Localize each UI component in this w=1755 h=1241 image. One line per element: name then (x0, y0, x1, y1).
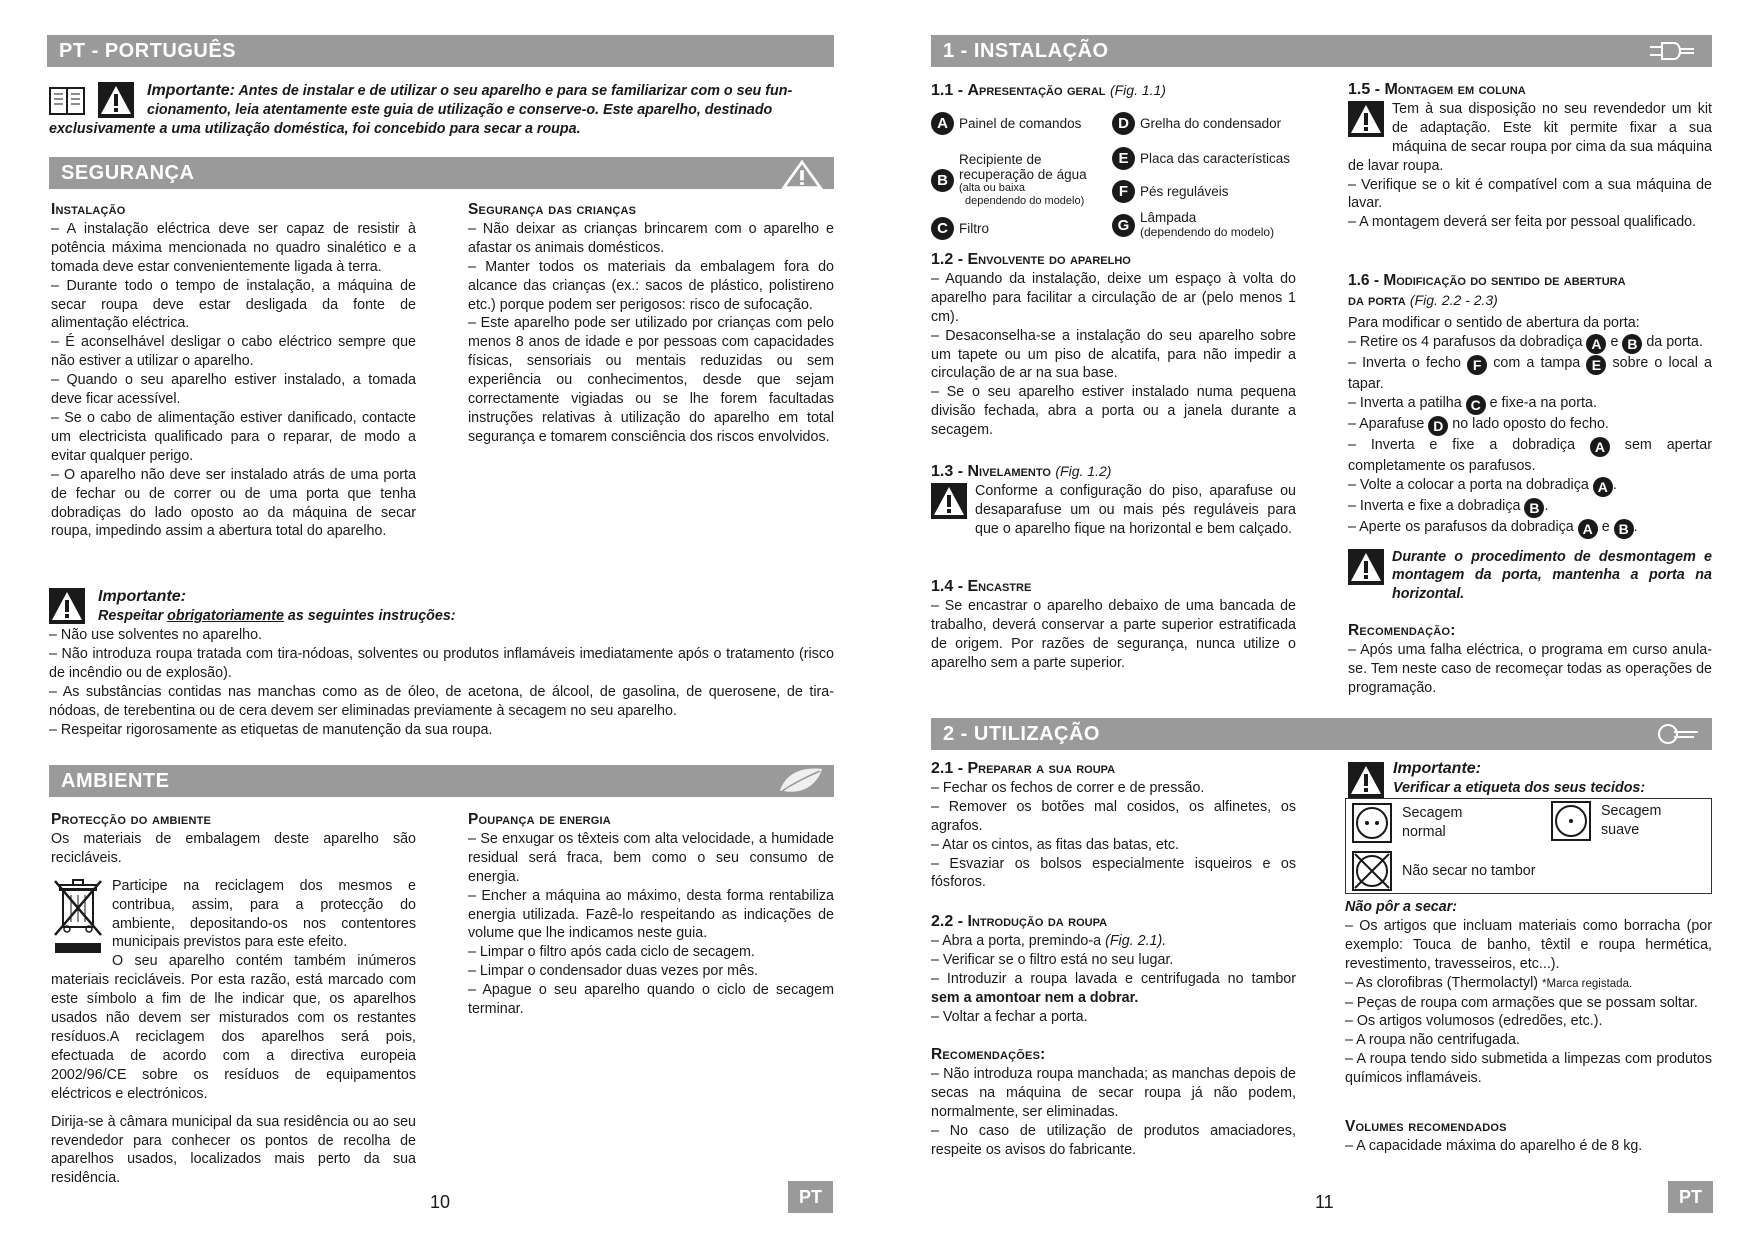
legend-item-f (1112, 180, 1229, 203)
section-paragraph: Tem à sua disposição no seu revendedor um kit de adaptação. Este kit permite fixar a sua máquina de secar roupa por cima da sua máquina de lavar roupa. (1348, 100, 1712, 174)
list-item: – Remover os botões mal cosidos, os alfinetes, os agrafos. (931, 798, 1296, 834)
marker-b: B (1524, 498, 1544, 518)
proteccao-paragraph: Participe na reciclagem dos mesmos e contribua, assim, para a protecção do ambiente, depositando-os nos contentores municipais previstos para este efeito. (112, 877, 416, 951)
list-item (931, 932, 1296, 951)
door-step (1348, 415, 1712, 436)
hand-pointer-icon (1654, 720, 1702, 748)
care-suave-label-2: suave (1601, 822, 1640, 838)
step-text: – Retire os 4 parafusos da dobradiça (1348, 333, 1583, 350)
legend-text-a: Painel de comandos (959, 116, 1082, 131)
section-paragraph: Para modificar o sentido de abertura da porta: (1348, 314, 1640, 331)
legend-item-c (931, 217, 989, 240)
legend-letter-f: F (1112, 180, 1135, 203)
list-item: – As substâncias contidas nas manchas como as de óleo, de acetona, de álcool, de gasolina, de querosene, de tira-nódoas, de terebentina ou de cera devem ser eliminadas previamente à secagem no seu aparelho. (49, 683, 834, 719)
ambiente-title: AMBIENTE (61, 770, 170, 792)
proteccao-paragraph: Dirija-se à câmara municipal da sua residência ou ao seu revendedor para conhecer os pontos de recolha de aparelhos usados, localizados mais perto da sua residência. (51, 1113, 416, 1187)
section-paragraph: – A montagem deverá ser feita por pessoal qualificado. (1348, 214, 1697, 231)
section-paragraph: – Se o seu aparelho estiver instalado numa pequena divisão fechada, abra a porta ou a janela durante a secagem. (931, 384, 1296, 439)
list-item (1345, 974, 1712, 994)
recomendacao-text: – Após uma falha eléctrica, o programa em curso anula-se. Tem neste caso de recomeçar todas as operações de programação. (1348, 641, 1712, 696)
poupanca-paragraph: – Se enxugar os têxteis com alta velocidade, a humidade residual será fraca, bem como o seu consumo de energia. (468, 830, 834, 885)
page-left (0, 0, 877, 1241)
list-item (931, 970, 1296, 1008)
instalacao-paragraph: – Durante todo o tempo de instalação, a máquina de secar roupa deve estar desligada da fonte de alimentação eléctrica. (51, 277, 416, 332)
proteccao-paragraph: Os materiais de embalagem deste aparelho são recicláveis. (51, 830, 416, 866)
nao-por-a-secar (1345, 898, 1712, 1088)
marker-c: C (1466, 395, 1486, 415)
legend-text-b-4: dependendo do modelo) (965, 195, 1085, 207)
legend-text-e: Placa das características (1140, 151, 1291, 166)
list-item: – Voltar a fechar a porta. (931, 1008, 1088, 1025)
step-text: . (1612, 476, 1617, 493)
legend-item-b (931, 152, 1087, 208)
legend-text-d: Grelha do condensador (1140, 116, 1282, 131)
list-item: – Não introduza roupa tratada com tira-nódoas, solventes ou produtos inflamáveis imediatamente após o tratamento (risco de incêndio ou de explosão). (49, 645, 834, 681)
marker-b: B (1614, 519, 1634, 539)
poupanca-column (468, 811, 834, 1019)
section-title: Apresentação geral (967, 82, 1106, 99)
legend-letter-g: G (1112, 214, 1135, 237)
figure-ref: (Fig. 2.2 - 2.3) (1409, 291, 1498, 308)
intro-important-label: Importante: (147, 82, 235, 99)
instalacao-header (931, 35, 1712, 67)
recomendacao (1348, 622, 1712, 698)
seguranca-important (98, 588, 834, 626)
care-no-tumble (1352, 851, 1536, 891)
seguranca-title: SEGURANÇA (61, 162, 195, 184)
door-step (1348, 476, 1712, 497)
step-text: – Inverta a patilha (1348, 394, 1462, 411)
hand-plug-icon (1642, 37, 1702, 65)
intro-important (147, 82, 834, 120)
marker-a: A (1578, 519, 1598, 539)
recomendacoes (931, 1046, 1296, 1159)
section-1-2 (931, 251, 1296, 440)
list-item: – No caso de utilização de produtos amaciadores, respeite os avisos do fabricante. (931, 1122, 1296, 1158)
volumes-text: – A capacidade máxima do aparelho é de 8 kg. (1345, 1137, 1643, 1154)
poupanca-paragraph: – Apague o seu aparelho quando o ciclo de secagem terminar. (468, 982, 834, 1018)
criancas-heading: Segurança das crianças (468, 201, 637, 218)
list-item: – Os artigos volumosos (edredões, etc.). (1345, 1013, 1603, 1030)
instalacao-header-title: 1 - INSTALAÇÃO (943, 40, 1109, 62)
proteccao-heading: Protecção do ambiente (51, 811, 212, 828)
section-1-5 (1348, 81, 1712, 232)
criancas-paragraph: – Este aparelho pode ser utilizado por crianças com pelo menos 8 anos de idade e por pessoas com capacidades físicas, sensoriais ou mentais reduzidas ou sem experiência ou conhecimentos, desde que sejam correctamente vigiadas ou se lhe forem facultadas instruções relativas à utilização do aparelho em total segurança e tomarem consciência dos riscos envolvidos. (468, 315, 834, 445)
instalacao-paragraph: – O aparelho não deve ser instalado atrás de uma porta de fechar ou de correr ou de uma porta que tenha dobradiças do lado oposto ao da máquina de secar roupa, impedindo assim a abertura total do aparelho. (51, 466, 416, 540)
care-suave-label-1: Secagem (1601, 803, 1662, 820)
seguranca-header (49, 157, 834, 189)
weee-bin-icon (51, 877, 106, 957)
trademark-note: *Marca registada. (1542, 977, 1633, 990)
page-right (878, 0, 1755, 1241)
step-text: – Aperte os parafusos da dobradiça (1348, 518, 1574, 535)
poupanca-heading: Poupança de energia (468, 811, 611, 828)
care-suave (1551, 801, 1661, 841)
list-item-text: – As clorofibras (Thermolactyl) (1345, 974, 1543, 991)
door-step (1348, 436, 1712, 476)
language-badge: PT (1668, 1181, 1713, 1213)
section-paragraph: – Se encastrar o aparelho debaixo de uma bancada de trabalho, deverá conservar a parte superior estratificada de origem. Por razões de segurança, nunca utilize o aparelho sem a parte superior. (931, 597, 1296, 671)
legend-item-a (931, 112, 1081, 135)
section-title: Modificação do sentido de abertura (1383, 272, 1626, 289)
language-badge: PT (788, 1181, 833, 1213)
section-title: Montagem em coluna (1384, 81, 1526, 98)
section-number: 1.4 - (931, 578, 968, 595)
step-text: – Inverta e fixe a dobradiça (1348, 436, 1576, 453)
list-item: – Peças de roupa com armações que se possam soltar. (1345, 994, 1698, 1011)
marker-a: A (1593, 477, 1613, 497)
instalacao-paragraph: – É aconselhável desligar o cabo eléctrico sempre que não estiver a utilizar o aparelho. (51, 334, 416, 370)
utilizacao-header (931, 718, 1712, 750)
list-item: – A roupa tendo sido submetida a limpezas com produtos químicos inflamáveis. (1345, 1051, 1712, 1087)
criancas-paragraph: – Manter todos os materiais da embalagem fora do alcance das crianças (ex.: sacos de plástico, polistireno etc.) porque podem ser perigosos: risco de sufocação. (468, 258, 834, 313)
section-number: 1.1 - (931, 82, 968, 99)
section-title: Nivelamento (967, 463, 1051, 480)
door-step (1348, 333, 1712, 354)
section-1-6 (1348, 272, 1712, 604)
legend-letter-d: D (1112, 112, 1135, 135)
warning-icon (98, 82, 134, 123)
section-title: Introdução da roupa (967, 913, 1108, 930)
care-no-tumble-label: Não secar no tambor (1402, 862, 1536, 879)
warning-icon (1348, 101, 1384, 143)
step-text: no lado oposto do fecho. (1452, 415, 1609, 432)
do-not-tumble-dry-icon (1352, 851, 1392, 891)
legend-letter-a: A (931, 112, 954, 135)
important-line-post: as seguintes instruções: (283, 607, 456, 624)
proteccao-paragraph: O seu aparelho contém também inúmeros materiais recicláveis. Por esta razão, está marcado com este símbolo a fim de lhe indicar que, os aparelhos usados não devem ser misturados com os restantes resíduos.A reciclagem dos aparelhos será pois, efectuada de acordo com a directiva europeia 2002/96/CE sobre os resíduos de equipamentos eléctricos e electrónicos. (51, 953, 416, 1102)
list-item: – Não introduza roupa manchada; as manchas depois de secas na máquina de secar roupa já não podem, normalmente, ser eliminadas. (931, 1065, 1296, 1120)
marker-b: B (1622, 334, 1642, 354)
step-text: – Inverta o fecho (1348, 354, 1461, 371)
step-text: sobre o local a tapar. (1348, 354, 1712, 392)
intro-line-1: Antes de instalar e de utilizar o seu aparelho e para se familiarizar com o seu fun- (238, 83, 793, 99)
section-paragraph: – Verifique se o kit é compatível com a sua máquina de lavar. (1348, 176, 1712, 212)
seguranca-important-list (49, 626, 834, 739)
legend-letter-b: B (931, 169, 954, 192)
marker-a: A (1586, 334, 1606, 354)
marker-d: D (1428, 416, 1448, 436)
components-legend (931, 110, 1291, 245)
page-number: 10 (430, 1192, 451, 1212)
marker-a: A (1590, 437, 1610, 457)
step-text: com a tampa (1493, 354, 1581, 371)
list-item: – Os artigos que incluam materiais como borracha (por exemplo: Touca de banho, têxtil e roupa hermética, revestimento, travesseiros, etc...). (1345, 917, 1712, 972)
legend-item-g (1112, 210, 1274, 240)
marker-e: E (1586, 355, 1606, 375)
warning-icon (1348, 762, 1384, 803)
instalacao-paragraph: – Se o cabo de alimentação estiver danificado, contacte um electricista qualificado para o reparar, de modo a evitar qualquer perigo. (51, 409, 416, 464)
section-paragraph: – Aquando da instalação, deixe um espaço à volta do aparelho para facilitar a circulação de ar (pelo menos 1 cm). (931, 270, 1296, 325)
instalacao-paragraph: – Quando o seu aparelho estiver instalado, a tomada deve ficar acessível. (51, 372, 416, 408)
book-icon (49, 85, 85, 122)
seguranca-important-label: Importante: (98, 588, 186, 605)
figure-ref: (Fig. 1.2) (1055, 463, 1112, 479)
section-number: 2.1 - (931, 760, 968, 777)
tumble-dry-gentle-icon (1551, 801, 1591, 841)
warning-icon (931, 483, 967, 525)
step-text: – Aparafuse (1348, 415, 1425, 432)
legend-text-g-2: (dependendo do modelo) (1140, 225, 1275, 239)
step-text: . (1633, 518, 1638, 535)
poupanca-paragraph: – Limpar o filtro após cada ciclo de secagem. (468, 944, 755, 961)
language-header-title: PT - PORTUGUÊS (59, 40, 237, 62)
step-text: – Volte a colocar a porta na dobradiça (1348, 476, 1589, 493)
door-step (1348, 394, 1712, 415)
utilizacao-header-title: 2 - UTILIZAÇÃO (943, 723, 1100, 745)
door-step (1348, 354, 1712, 394)
criancas-column (468, 201, 834, 447)
list-item: – Verificar se o filtro está no seu lugar. (931, 951, 1174, 968)
section-number: 1.6 - (1348, 272, 1384, 289)
page-number: 11 (1315, 1192, 1334, 1212)
care-normal-label-2: normal (1402, 824, 1446, 840)
intro-line-2: cionamento, leia atentamente este guia de utilização e conserve-o. Este aparelho, destinado (147, 101, 773, 118)
legend-text-b-3: (alta ou baixa (959, 182, 1026, 194)
legend-item-e (1112, 147, 1290, 170)
section-1-4 (931, 578, 1296, 673)
legend-text-c: Filtro (959, 221, 989, 236)
recomendacao-heading: Recomendação: (1348, 622, 1456, 639)
nao-por-heading: Não pôr a secar: (1345, 899, 1458, 915)
list-item-bold: sem a amontoar nem a dobrar. (931, 989, 1139, 1006)
ambiente-header (49, 765, 834, 797)
care-normal-label-1: Secagem (1402, 805, 1463, 822)
intro-line-3: exclusivamente a uma utilização doméstica, foi concebido para secar a roupa. (49, 121, 581, 137)
legend-letter-c: C (931, 217, 954, 240)
criancas-paragraph: – Não deixar as crianças brincarem com o aparelho e afastar os animais domésticos. (468, 220, 834, 256)
important-label: Importante: (1393, 760, 1481, 777)
section-number: 1.5 - (1348, 81, 1385, 98)
section-paragraph: – Desaconselha-se a instalação do seu aparelho sobre um tapete ou um piso de alcatifa, para não impedir a circulação de ar na sua base. (931, 327, 1296, 382)
list-item: – Fechar os fechos de correr e de pressão. (931, 779, 1205, 796)
legend-item-d (1112, 112, 1281, 135)
step-text: sem apertar completamente os parafusos. (1348, 436, 1712, 474)
list-item: – Atar os cintos, as fitas das batas, etc. (931, 836, 1179, 853)
poupanca-paragraph: – Limpar o condensador duas vezes por mês. (468, 963, 759, 980)
important-line-underlined: obrigatoriamente (167, 607, 284, 624)
legend-text-b-2: recuperação de água (959, 167, 1087, 182)
section-number: 2.2 - (931, 913, 968, 930)
section-title: Envolvente do aparelho (967, 251, 1131, 268)
figure-ref: (Fig. 1.1) (1109, 82, 1166, 98)
important-labels (1393, 760, 1713, 798)
section-title: Encastre (967, 578, 1032, 595)
door-step (1348, 497, 1712, 518)
tumble-dry-normal-icon (1352, 803, 1392, 843)
warning-icon (49, 588, 85, 629)
section-number: 1.3 - (931, 463, 968, 480)
step-text: . (1544, 497, 1549, 514)
section-1-3 (931, 462, 1296, 539)
list-item: – Não use solventes no aparelho. (49, 627, 263, 643)
legend-letter-e: E (1112, 147, 1135, 170)
volumes-heading: Volumes recomendados (1345, 1118, 1507, 1135)
important-line-pre: Respeitar (98, 607, 168, 624)
language-header (47, 35, 834, 67)
list-item-text: – Abra a porta, premindo-a (931, 932, 1106, 949)
step-text: – Inverta e fixe a dobradiça (1348, 497, 1521, 514)
section-2-1 (931, 760, 1296, 892)
instalacao-heading: Instalação (51, 201, 126, 218)
step-text: e fixe-a na porta. (1489, 394, 1597, 411)
section-1-1-title (931, 81, 1311, 101)
warning-icon (1348, 549, 1384, 591)
warning-triangle-icon (780, 157, 824, 189)
legend-text-f: Pés reguláveis (1140, 184, 1229, 199)
section-2-2 (931, 913, 1296, 1026)
step-text: e (1601, 518, 1610, 535)
proteccao-column (51, 811, 416, 1188)
door-step (1348, 518, 1712, 539)
figure-ref: (Fig. 2.1). (1105, 932, 1167, 949)
door-warning: Durante o procedimento de desmontagem e montagem da porta, mantenha a porta na horizontal. (1392, 548, 1712, 603)
step-text: e (1610, 333, 1619, 350)
legend-text-g-1: Lâmpada (1140, 210, 1197, 225)
care-labels-box (1345, 798, 1712, 894)
volumes-recomendados (1345, 1118, 1712, 1156)
marker-f: F (1467, 355, 1487, 375)
step-text: da porta. (1646, 333, 1703, 350)
list-item: – A roupa não centrifugada. (1345, 1032, 1520, 1049)
instalacao-paragraph: – A instalação eléctrica deve ser capaz de resistir à potência máxima mencionada no quadro sinalético e a tomada deve estar convenientemente ligada à terra. (51, 220, 416, 275)
leaf-icon (776, 767, 824, 795)
care-normal (1352, 803, 1462, 843)
list-item: – Esvaziar os bolsos especialmente isqueiros e os fósforos. (931, 855, 1296, 891)
list-item-text: – Introduzir a roupa lavada e centrifugada no tambor (931, 970, 1296, 987)
recomendacoes-heading: Recomendações: (931, 1046, 1046, 1063)
poupanca-paragraph: – Encher a máquina ao máximo, desta forma rentabiliza energia utilizada. Fazê-lo respeitando as indicações de volume que lhe indicamos neste guia. (468, 887, 834, 942)
section-number: 1.2 - (931, 251, 968, 268)
list-item: – Respeitar rigorosamente as etiquetas de manutenção da sua roupa. (49, 721, 493, 738)
section-title-cont: da porta (1348, 291, 1406, 309)
legend-text-b-1: Recipiente de (959, 152, 1042, 167)
important-sub: Verificar a etiqueta dos seus tecidos: (1393, 779, 1646, 796)
section-paragraph: Conforme a configuração do piso, aparafuse ou desaparafuse um ou mais pés reguláveis para que o aparelho fique na horizontal e bem calçado. (975, 482, 1296, 537)
instalacao-column (51, 201, 416, 541)
section-title: Preparar a sua roupa (967, 760, 1116, 777)
